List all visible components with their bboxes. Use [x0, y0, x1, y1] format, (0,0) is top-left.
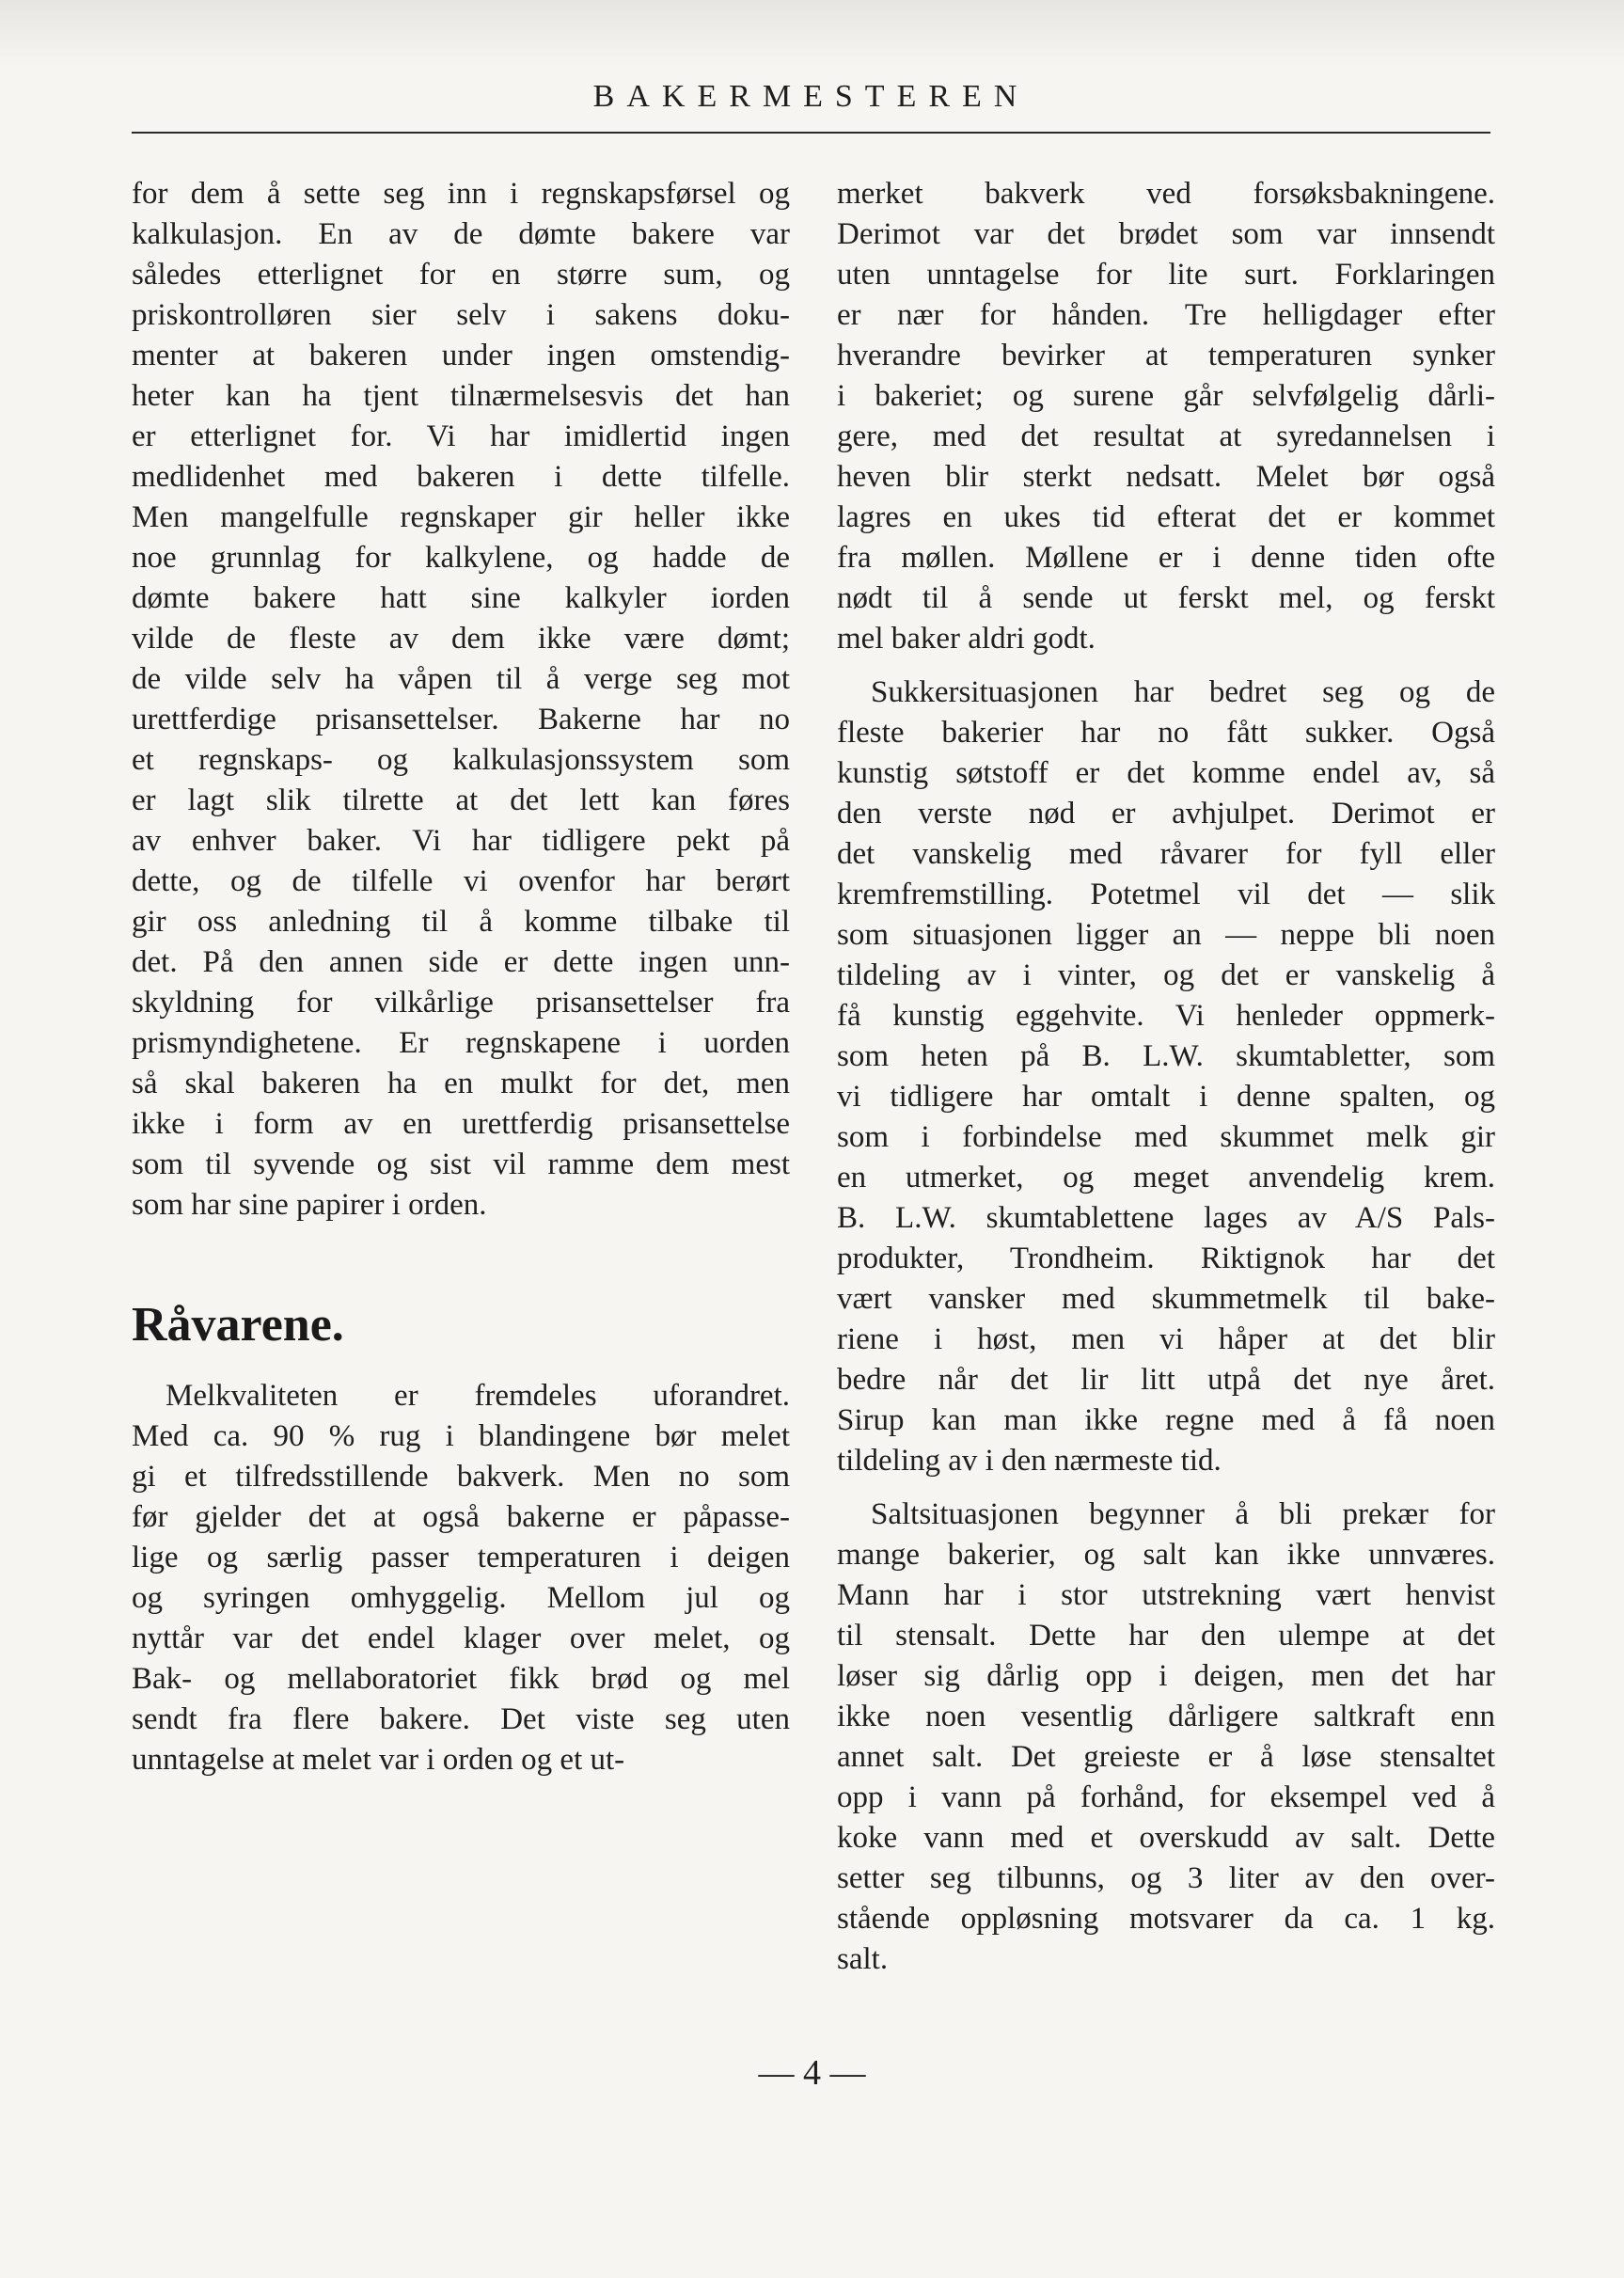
page-top-edge — [0, 0, 1624, 66]
text-line: gir oss anledning til å komme tilbake til — [132, 905, 790, 939]
text-line: noe grunnlag for kalkylene, og hadde de — [132, 541, 790, 575]
text-line: Saltsituasjonen begynner å bli prekær for — [871, 1497, 1495, 1531]
text-line: unntagelse at melet var i orden og et ut- — [132, 1743, 625, 1777]
text-line: koke vann med et overskudd av salt. Dette — [837, 1821, 1495, 1855]
text-line: kremfremstilling. Potetmel vil det — slik — [837, 878, 1495, 911]
text-line: setter seg tilbunns, og 3 liter av den over- — [837, 1861, 1495, 1895]
text-line: i bakeriet; og surene går selvfølgelig dårli- — [837, 379, 1495, 413]
text-line: løser sig dårlig opp i deigen, men det har — [837, 1659, 1495, 1693]
text-line: bedre når det lir litt utpå det nye året. — [837, 1363, 1495, 1397]
text-line: få kunstig eggehvite. Vi henleder oppmerk- — [837, 999, 1495, 1033]
publication-title: BAKERMESTEREN — [592, 79, 1030, 114]
text-line: er lagt slik tilrette at det lett kan føres — [132, 783, 790, 817]
text-line: tildeling av i den nærmeste tid. — [837, 1444, 1222, 1478]
text-line: B. L.W. skumtablettene lages av A/S Pals- — [837, 1201, 1495, 1235]
text-line: mange bakerier, og salt kan ikke unnværes. — [837, 1538, 1495, 1572]
running-header — [132, 75, 1490, 134]
text-line: ikke i form av en urettferdig prisansettelse — [132, 1107, 790, 1141]
paragraph-salt — [837, 1495, 1495, 1980]
text-line: stående oppløsning motsvarer da ca. 1 kg. — [837, 1902, 1495, 1936]
text-line: vi tidligere har omtalt i denne spalten, og — [837, 1080, 1495, 1114]
text-line: heter kan ha tjent tilnærmelsesvis det han — [132, 379, 790, 413]
text-line: lige og særlig passer temperaturen i deigen — [132, 1541, 790, 1574]
text-line: Men mangelfulle regnskaper gir heller ikke — [132, 500, 790, 534]
text-line: som til syvende og sist vil ramme dem mest — [132, 1147, 790, 1181]
text-line: til stensalt. Dette har den ulempe at det — [837, 1619, 1495, 1653]
text-line: før gjelder det at også bakerne er påpasse- — [132, 1500, 790, 1534]
text-line: som har sine papirer i orden. — [132, 1188, 487, 1222]
text-line: dette, og de tilfelle vi ovenfor har berørt — [132, 864, 790, 898]
section-heading: Råvarene. — [132, 1298, 344, 1352]
text-line: av enhver baker. Vi har tidligere pekt på — [132, 824, 790, 858]
text-line: Sirup kan man ikke regne med å få noen — [837, 1403, 1495, 1437]
paragraph-gap — [837, 659, 1495, 672]
text-line: det. På den annen side er dette ingen unn- — [132, 945, 790, 979]
text-line: er nær for hånden. Tre helligdager efter — [837, 298, 1495, 332]
text-line: kalkulasjon. En av de dømte bakere var — [132, 217, 790, 251]
text-line: Med ca. 90 % rug i blandingene bør melet — [132, 1419, 790, 1453]
text-line: kunstig søtstoff er det komme endel av, så — [837, 756, 1495, 790]
page-number: — 4 — — [758, 2053, 866, 2093]
text-line: Mann har i stor utstrekning vært henvist — [837, 1578, 1495, 1612]
text-line: som situasjonen ligger an — neppe bli noen — [837, 918, 1495, 952]
text-line: ikke noen vesentlig dårligere saltkraft enn — [837, 1700, 1495, 1733]
text-line: for dem å sette seg inn i regnskapsførsel og — [132, 177, 790, 211]
text-line: opp i vann på forhånd, for eksempel ved å — [837, 1780, 1495, 1814]
text-line: sendt fra flere bakere. Det viste seg uten — [132, 1702, 790, 1736]
text-line: den verste nød er avhjulpet. Derimot er — [837, 797, 1495, 831]
text-line: salt. — [837, 1942, 889, 1976]
right-column — [837, 174, 1495, 1980]
text-line: urettferdige prisansettelser. Bakerne har no — [132, 703, 790, 736]
text-line: Sukkersituasjonen har bedret seg og de — [871, 675, 1495, 709]
text-line: medlidenhet med bakeren i dette tilfelle. — [132, 460, 790, 494]
text-line: uten unntagelse for lite surt. Forklaringen — [837, 258, 1495, 292]
left-column — [132, 174, 790, 1780]
text-line: Bak- og mellaboratoriet fikk brød og mel — [132, 1662, 790, 1696]
text-line: lagres en ukes tid efterat det er kommet — [837, 500, 1495, 534]
text-line: Derimot var det brødet som var innsendt — [837, 217, 1495, 251]
text-line: heven blir sterkt nedsatt. Melet bør også — [837, 460, 1495, 494]
text-line: vært vansker med skummetmelk til bake- — [837, 1282, 1495, 1316]
text-line: en utmerket, og meget anvendelig krem. — [837, 1161, 1495, 1194]
paragraph-continued — [837, 174, 1495, 659]
text-line: priskontrolløren sier selv i sakens doku- — [132, 298, 790, 332]
section-paragraph — [132, 1376, 790, 1780]
text-line: og syringen omhyggelig. Mellom jul og — [132, 1581, 790, 1615]
intro-paragraph — [132, 174, 790, 1226]
text-line: som i forbindelse med skummet melk gir — [837, 1120, 1495, 1154]
text-line: så skal bakeren ha en mulkt for det, men — [132, 1067, 790, 1100]
text-line: Melkvaliteten er fremdeles uforandret. — [166, 1379, 790, 1413]
text-line: gere, med det resultat at syredannelsen i — [837, 419, 1495, 453]
text-line: fleste bakerier har no fått sukker. Også — [837, 716, 1495, 750]
text-line: de vilde selv ha våpen til å verge seg mot — [132, 662, 790, 696]
text-line: således etterlignet for en større sum, og — [132, 258, 790, 292]
text-line: nødt til å sende ut ferskt mel, og ferskt — [837, 581, 1495, 615]
text-line: vilde de fleste av dem ikke være dømt; — [132, 622, 790, 656]
text-line: et regnskaps- og kalkulasjonssystem som — [132, 743, 790, 777]
text-line: det vanskelig med råvarer for fyll eller — [837, 837, 1495, 871]
text-line: riene i høst, men vi håper at det blir — [837, 1322, 1495, 1356]
text-line: fra møllen. Møllene er i denne tiden ofte — [837, 541, 1495, 575]
text-line: mel baker aldri godt. — [837, 622, 1096, 656]
paragraph-sugar — [837, 672, 1495, 1481]
text-line: dømte bakere hatt sine kalkyler iorden — [132, 581, 790, 615]
text-line: merket bakverk ved forsøksbakningene. — [837, 177, 1495, 211]
text-line: som heten på B. L.W. skumtabletter, som — [837, 1039, 1495, 1073]
text-line: menter at bakeren under ingen omstendig- — [132, 339, 790, 372]
text-line: prismyndighetene. Er regnskapene i uorden — [132, 1026, 790, 1060]
text-line: er etterlignet for. Vi har imidlertid ingen — [132, 419, 790, 453]
text-line: skyldning for vilkårlige prisansettelser fra — [132, 986, 790, 1020]
text-line: tildeling av i vinter, og det er vanskelig å — [837, 958, 1495, 992]
paragraph-gap — [837, 1481, 1495, 1495]
text-line: produkter, Trondheim. Riktignok har det — [837, 1242, 1495, 1275]
text-line: gi et tilfredsstillende bakverk. Men no som — [132, 1460, 790, 1494]
text-line: nyttår var det endel klager over melet, og — [132, 1621, 790, 1655]
text-line: annet salt. Det greieste er å løse stensaltet — [837, 1740, 1495, 1774]
text-line: hverandre bevirker at temperaturen synker — [837, 339, 1495, 372]
